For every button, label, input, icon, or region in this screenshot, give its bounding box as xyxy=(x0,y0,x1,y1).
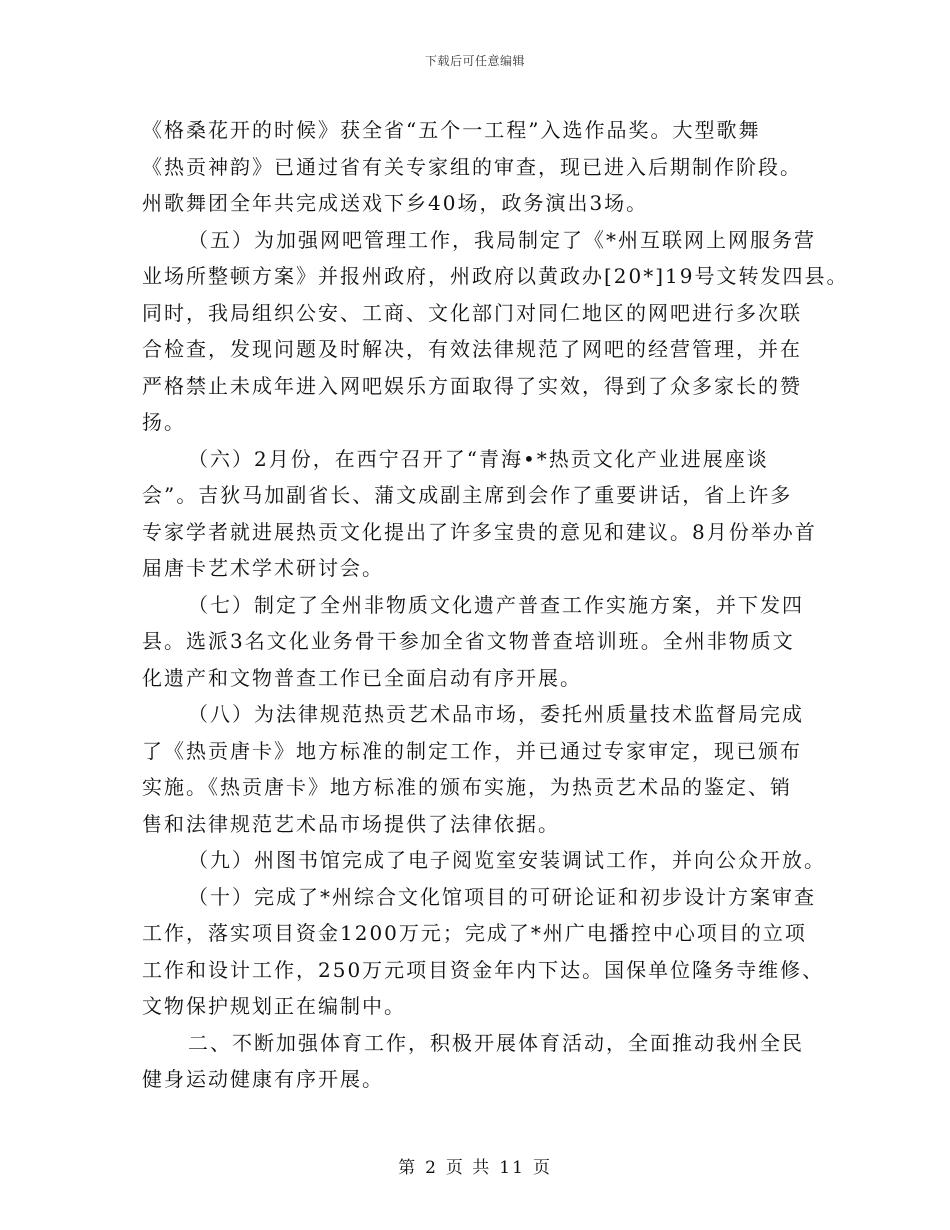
page-footer xyxy=(0,1153,950,1178)
text-line: 业场所整顿方案》并报州政府，州政府以黄政办[20*]19号文转发四县。 xyxy=(142,264,849,288)
text-line: 化遗产和文物普查工作已全面启动有序开展。 xyxy=(142,665,582,690)
text-line: 届唐卡艺术学术研讨会。 xyxy=(142,556,384,580)
text-line: 《热贡神韵》已通过省有关专家组的审查，现已进入后期制作阶段。 xyxy=(142,154,802,179)
text-line: 《格桑花开的时候》获全省“五个一工程”入选作品奖。大型歌舞 xyxy=(142,118,761,142)
text-line: （十）完成了*州综合文化馆项目的可研论证和初步设计方案审查 xyxy=(188,884,816,909)
text-line: （八）为法律规范热贡艺术品市场，委托州质量技术监督局完成 xyxy=(188,702,804,726)
text-line: （五）为加强网吧管理工作，我局制定了《*州互联网上网服务营 xyxy=(188,227,816,252)
text-line: 专家学者就进展热贡文化提出了许多宝贵的意见和建议。8月份举办首 xyxy=(142,519,817,544)
header-note: 下载后可任意编辑 xyxy=(424,54,525,68)
text-line: 工作和设计工作，250万元项目资金年内下达。国保单位隆务寺维修、 xyxy=(142,957,825,982)
text-line: 同时，我局组织公安、工商、文化部门对同仁地区的网吧进行多次联 xyxy=(142,300,802,325)
text-line: 文物保护规划正在编制中。 xyxy=(142,994,406,1018)
text-line: 合检查，发现问题及时解决，有效法律规范了网吧的经营管理，并在 xyxy=(142,337,802,361)
text-line: 了《热贡唐卡》地方标准的制定工作，并已通过专家审定，现已颁布 xyxy=(142,738,802,763)
text-line: 扬。 xyxy=(142,410,186,434)
text-line: （九）州图书馆完成了电子阅览室安装调试工作，并向公众开放。 xyxy=(188,848,826,872)
text-line: 州歌舞团全年共完成送戏下乡40场，政务演出3场。 xyxy=(142,191,649,215)
footer-middle: 页 共 xyxy=(445,1158,492,1178)
footer-prefix: 第 xyxy=(398,1158,418,1178)
document-body xyxy=(142,112,849,1098)
text-line: 售和法律规范艺术品市场提供了法律依据。 xyxy=(142,811,560,836)
footer-suffix: 页 xyxy=(532,1158,552,1178)
text-line: 会”。吉狄马加副省长、蒲文成副主席到会作了重要讲话，省上许多 xyxy=(142,483,793,507)
text-line: （七）制定了全州非物质文化遗产普查工作实施方案，并下发四 xyxy=(188,592,804,617)
text-line: 健身运动健康有序开展。 xyxy=(142,1067,384,1091)
footer-page-number: 2 xyxy=(425,1158,438,1178)
text-line: 实施。《热贡唐卡》地方标准的颁布实施，为热贡艺术品的鉴定、销 xyxy=(142,775,792,799)
text-line: 严格禁止未成年进入网吧娱乐方面取得了实效，得到了众多家长的赞 xyxy=(142,373,802,398)
text-line: 二、不断加强体育工作，积极开展体育活动，全面推动我州全民 xyxy=(188,1030,804,1055)
text-line: 县。选派3名文化业务骨干参加全省文物普查培训班。全州非物质文 xyxy=(142,629,795,653)
text-line: 工作，落实项目资金1200万元；完成了*州广电播控中心项目的立项 xyxy=(142,921,807,945)
footer-total-pages: 11 xyxy=(499,1158,525,1178)
text-line: （六）2月份，在西宁召开了“青海•*热贡文化产业进展座谈 xyxy=(188,446,769,471)
